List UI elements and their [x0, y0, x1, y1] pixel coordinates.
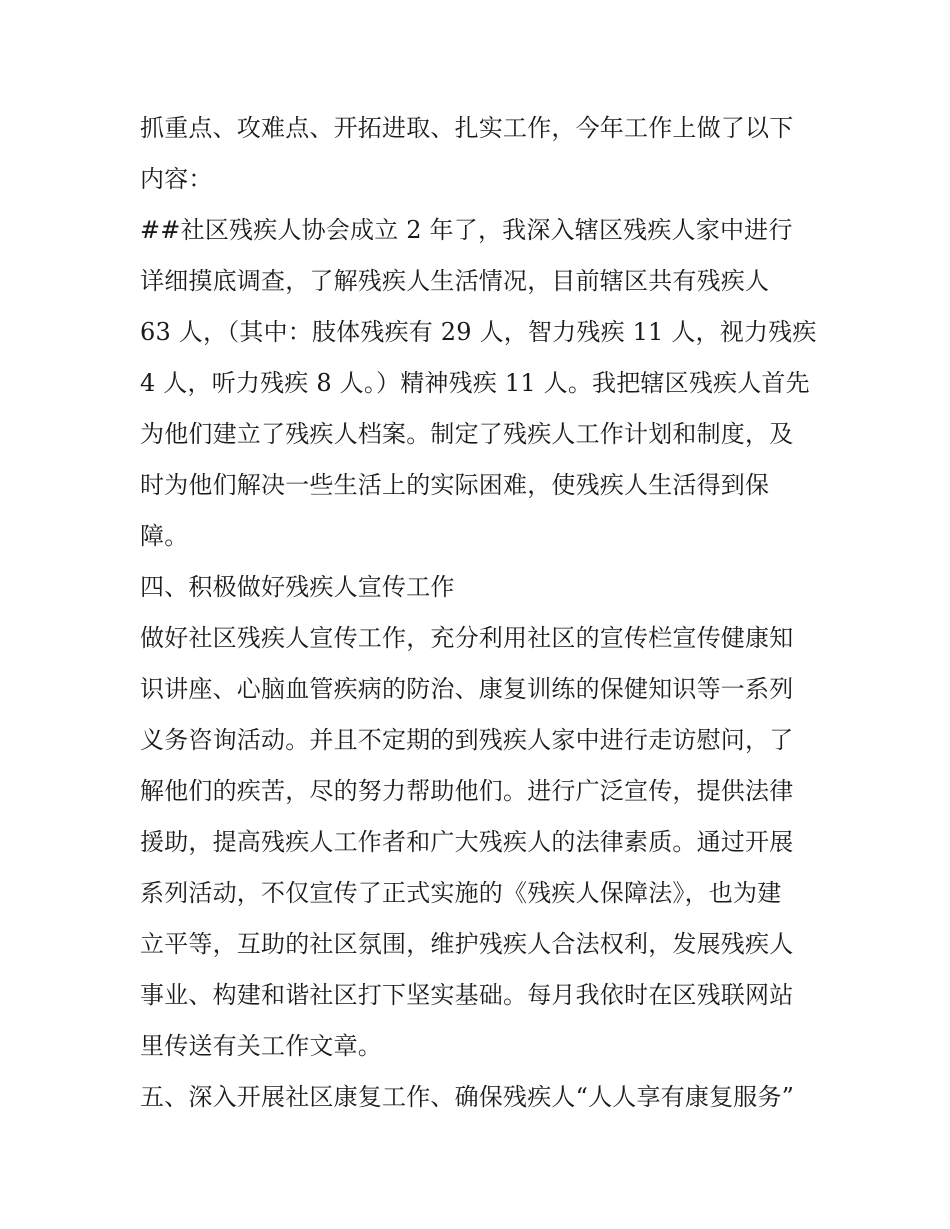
paragraph-line: 4 人，听力残疾 8 人。）精神残疾 11 人。我把辖区残疾人首先: [140, 369, 810, 397]
paragraph-line: 立平等，互助的社区氛围，维护残疾人合法权利，发展残疾人: [140, 930, 794, 958]
paragraph-line: 内容：: [140, 165, 213, 193]
document-body: [140, 103, 820, 1123]
paragraph-line: 时为他们解决一些生活上的实际困难，使残疾人生活得到保: [140, 471, 770, 499]
paragraph-line: 事业、构建和谐社区打下坚实基础。每月我依时在区残联网站: [140, 981, 794, 1009]
paragraph-line: 为他们建立了残疾人档案。制定了残疾人工作计划和制度，及: [140, 420, 794, 448]
paragraph-line: 障。: [140, 522, 189, 550]
section-heading: 四、积极做好残疾人宣传工作: [140, 573, 455, 601]
paragraph-line: 里传送有关工作文章。: [140, 1032, 382, 1060]
paragraph-line: 义务咨询活动。并且不定期的到残疾人家中进行走访慰问，了: [140, 726, 794, 754]
paragraph-line: 详细摸底调查，了解残疾人生活情况，目前辖区共有残疾人: [140, 267, 770, 295]
paragraph-line: 做好社区残疾人宣传工作，充分利用社区的宣传栏宣传健康知: [140, 624, 794, 652]
paragraph-line: 援助，提高残疾人工作者和广大残疾人的法律素质。通过开展: [140, 828, 794, 856]
paragraph-line: 识讲座、心脑血管疾病的防治、康复训练的保健知识等一系列: [140, 675, 794, 703]
paragraph-line: ##社区残疾人协会成立 2 年了，我深入辖区残疾人家中进行: [140, 216, 793, 244]
section-heading: 五、深入开展社区康复工作、确保残疾人“人人享有康复服务”: [140, 1083, 795, 1111]
paragraph-line: 63 人，（其中：肢体残疾有 29 人，智力残疾 11 人，视力残疾: [140, 318, 817, 346]
paragraph-line: 抓重点、攻难点、开拓进取、扎实工作，今年工作上做了以下: [140, 114, 794, 142]
paragraph-line: 解他们的疾苦，尽的努力帮助他们。进行广泛宣传，提供法律: [140, 777, 794, 805]
paragraph-line: 系列活动，不仅宣传了正式实施的《残疾人保障法》，也为建: [140, 879, 782, 907]
